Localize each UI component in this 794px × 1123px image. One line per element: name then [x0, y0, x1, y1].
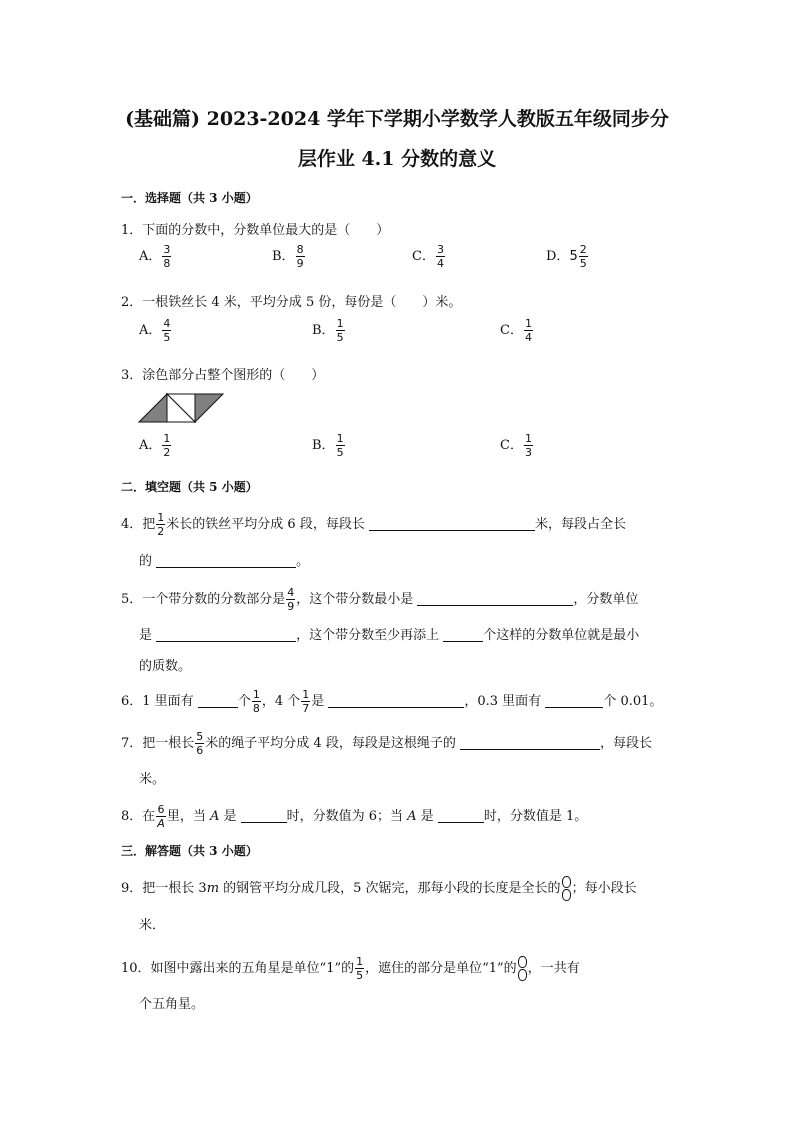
option-label: A．: [139, 323, 162, 338]
text: 6．1 里面有: [121, 694, 198, 709]
numerator: 5: [196, 730, 204, 743]
text: 米，每段占全长: [534, 517, 626, 532]
fraction: [355, 955, 364, 982]
shaded-triangle-right: [195, 394, 223, 422]
question-6: [121, 688, 662, 715]
text: ，每段长: [599, 736, 652, 751]
fraction: [286, 586, 295, 613]
denominator: 5: [356, 969, 364, 982]
denominator: 5: [336, 331, 344, 344]
q2-option-c: [500, 317, 534, 344]
denominator: 3: [524, 446, 532, 459]
text: 个: [237, 694, 251, 709]
numerator: 8: [296, 243, 304, 256]
q1-option-b: [272, 243, 306, 270]
option-label: A．: [139, 249, 162, 264]
text: ，一共有: [527, 961, 580, 976]
text: 里，当: [166, 809, 210, 824]
fraction: [195, 730, 204, 757]
text: ；每小段长: [571, 881, 637, 896]
question-10-cont: 个五角星。: [139, 997, 205, 1012]
numerator: 1: [524, 432, 532, 445]
question-7-cont: 米。: [139, 772, 166, 787]
option-label: B．: [272, 249, 295, 264]
numerator: 3: [163, 243, 171, 256]
text: 9．把一根长 3: [121, 881, 207, 896]
fraction: [296, 243, 305, 270]
text: 米长的铁丝平均分成 6 段，每段长: [166, 517, 369, 532]
unit-m: m: [206, 881, 220, 896]
fraction: [162, 243, 171, 270]
question-1-stem: 1．下面的分数中，分数单位最大的是（ ）: [121, 223, 390, 238]
fraction: [524, 432, 533, 459]
answer-blank[interactable]: [198, 693, 238, 708]
text: ，这个带分数至少再添上: [296, 628, 444, 643]
q2-option-b: [312, 317, 346, 344]
fraction: [156, 803, 166, 830]
whole-part: 5: [569, 249, 578, 264]
answer-blank[interactable]: [417, 591, 573, 606]
question-5: [121, 586, 638, 613]
text: ，4 个: [261, 694, 301, 709]
numerator: 4: [287, 586, 295, 599]
answer-blank[interactable]: [369, 516, 535, 531]
denominator: 8: [163, 257, 171, 270]
question-10: [121, 955, 580, 982]
text: 7．把一根长: [121, 736, 195, 751]
numerator: 1: [356, 955, 364, 968]
denominator: 5: [579, 257, 587, 270]
text: 的钢管平均分成几段，5 次锯完，那每小段的长度是全长的: [219, 881, 561, 896]
text: 个这样的分数单位就是最小: [483, 628, 640, 643]
numerator: 1: [252, 688, 260, 701]
question-9-cont: 米．: [139, 918, 166, 933]
variable-a: A: [407, 809, 417, 824]
answer-blank[interactable]: [438, 808, 484, 823]
question-7: [121, 730, 652, 757]
text: 时，分数值是 1。: [483, 809, 588, 824]
denominator: 9: [296, 257, 304, 270]
text: ，0.3 里面有: [464, 694, 546, 709]
fraction: [579, 243, 588, 270]
denominator: 6: [196, 744, 204, 757]
option-label: A．: [139, 438, 162, 453]
text: 是: [139, 628, 157, 643]
title-line-1: (基础篇) 2023-2024 学年下学期小学数学人教版五年级同步分: [125, 108, 669, 130]
answer-blank[interactable]: [328, 693, 464, 708]
q2-option-a: [139, 317, 172, 344]
numerator-box[interactable]: [518, 956, 527, 968]
numerator: 1: [302, 688, 310, 701]
q1-option-a: [139, 243, 172, 270]
text: 10．如图中露出来的五角星是单位“1”的: [121, 961, 355, 976]
question-4: [121, 511, 626, 538]
fraction: [162, 432, 171, 459]
numerator: 1: [336, 432, 344, 445]
section-heading-fill: 二．填空题（共 5 小题）: [121, 480, 258, 494]
text: ，这个带分数最小是: [296, 592, 418, 607]
text: 5．一个带分数的分数部分是: [121, 592, 286, 607]
text: 8．在: [121, 809, 156, 824]
text: 是: [311, 694, 329, 709]
question-2-stem: 2．一根铁丝长 4 米，平均分成 5 份，每份是（ ）米。: [121, 295, 462, 310]
option-label: C．: [500, 323, 523, 338]
text: 是: [416, 809, 438, 824]
answer-blank[interactable]: [460, 735, 600, 750]
denominator: 5: [336, 446, 344, 459]
question-8: [121, 803, 587, 830]
answer-blank[interactable]: [156, 627, 296, 642]
q3-option-c: [500, 432, 534, 459]
denominator: 4: [524, 331, 532, 344]
denominator: 2: [163, 446, 171, 459]
numerator-box[interactable]: [562, 876, 571, 888]
q1-option-c: [412, 243, 446, 270]
answer-blank[interactable]: [545, 693, 603, 708]
answer-blank[interactable]: [443, 627, 483, 642]
denominator: 7: [302, 702, 310, 715]
q3-option-a: [139, 432, 172, 459]
denominator-box[interactable]: [518, 969, 527, 981]
option-label: B．: [312, 323, 335, 338]
text: 个 0.01。: [603, 694, 663, 709]
denominator: 5: [163, 331, 171, 344]
q1-option-d: [546, 243, 589, 270]
fraction: [301, 688, 310, 715]
fraction: [436, 243, 445, 270]
numerator: 6: [157, 803, 165, 816]
fraction: [524, 317, 533, 344]
fraction: [336, 317, 345, 344]
denominator: 9: [287, 600, 295, 613]
variable-a: A: [209, 809, 220, 824]
numerator: 1: [163, 432, 171, 445]
numerator: 2: [579, 243, 587, 256]
text: 是: [219, 809, 241, 824]
question-4-cont: [139, 550, 309, 569]
question-5-cont: [139, 624, 639, 643]
shaded-triangle-left: [139, 394, 167, 422]
section-heading-choice: 一．选择题（共 3 小题）: [121, 191, 258, 205]
fraction: [336, 432, 345, 459]
q3-option-b: [312, 432, 346, 459]
denominator: A: [157, 817, 165, 830]
option-label: C．: [412, 249, 435, 264]
denominator: 4: [436, 257, 444, 270]
denominator: 2: [157, 525, 165, 538]
numerator: 1: [524, 317, 532, 330]
title-line-2: 层作业 4.1 分数的意义: [297, 148, 497, 170]
option-label: C．: [500, 438, 523, 453]
empty-fraction-boxes[interactable]: [562, 875, 571, 902]
option-label: B．: [312, 438, 335, 453]
text: 。: [296, 554, 310, 569]
fraction: [156, 511, 165, 538]
numerator: 1: [157, 511, 165, 524]
text: 米的绳子平均分成 4 段，每段是这根绳子的: [205, 736, 460, 751]
question-3-stem: 3．涂色部分占整个图形的（ ）: [121, 368, 325, 383]
text: 4．把: [121, 517, 156, 532]
empty-fraction-boxes[interactable]: [518, 955, 527, 982]
text: 时，分数值为 6；当: [286, 809, 408, 824]
numerator: 1: [336, 317, 344, 330]
fraction: [252, 688, 261, 715]
denominator: 8: [252, 702, 260, 715]
fraction: [162, 317, 171, 344]
parallelogram-figure: [137, 392, 227, 424]
text: 的: [139, 554, 157, 569]
text: ，遮住的部分是单位“1”的: [365, 961, 517, 976]
question-9: [121, 875, 637, 902]
option-label: D．: [546, 249, 570, 264]
section-heading-solve: 三．解答题（共 3 小题）: [121, 844, 258, 858]
numerator: 3: [436, 243, 444, 256]
answer-blank[interactable]: [156, 553, 296, 568]
numerator: 4: [163, 317, 171, 330]
answer-blank[interactable]: [241, 808, 287, 823]
question-5-cont2: 的质数。: [139, 659, 192, 674]
denominator-box[interactable]: [562, 889, 571, 901]
text: ，分数单位: [573, 592, 639, 607]
